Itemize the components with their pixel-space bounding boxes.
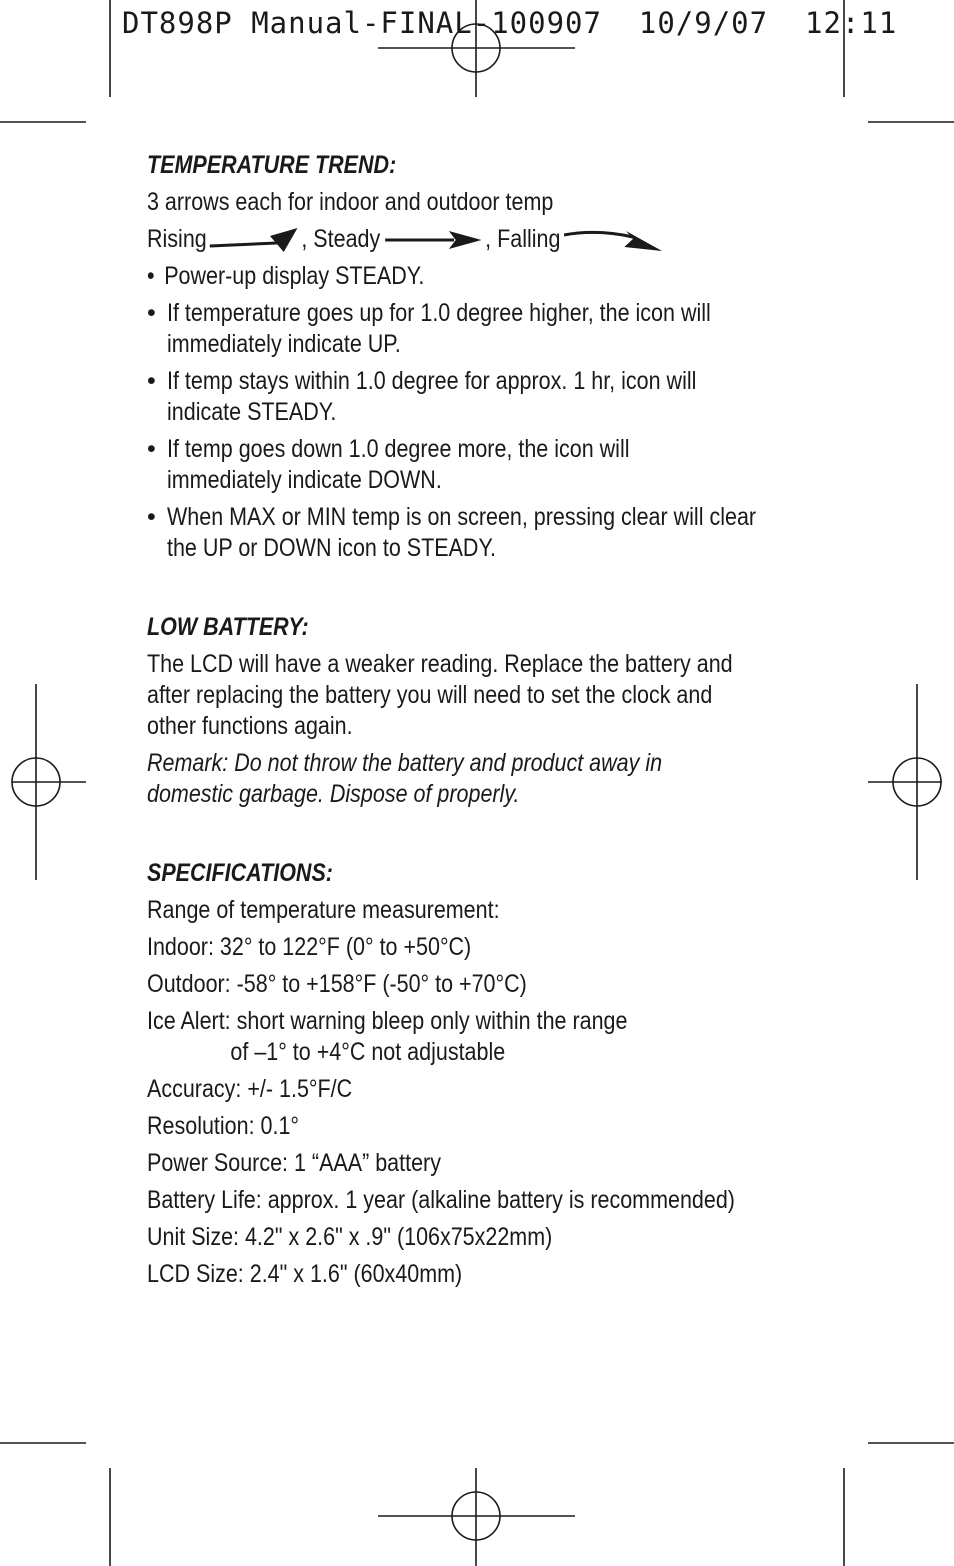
trend-bullet: • If temp goes down 1.0 degree more, the icon will immediately indicate DOWN. bbox=[147, 435, 630, 494]
trend-bullet: • If temperature goes up for 1.0 degree higher, the icon will immediately indicate UP. bbox=[147, 299, 711, 358]
spec-ice-alert-line2: of –1° to +4°C not adjustable bbox=[230, 1038, 506, 1066]
spec-indoor: Indoor: 32° to 122°F (0° to +50°C) bbox=[147, 933, 472, 961]
spec-accuracy: Accuracy: +/- 1.5°F/C bbox=[147, 1075, 353, 1103]
spec-lcd-size: LCD Size: 2.4" x 1.6" (60x40mm) bbox=[147, 1260, 463, 1288]
trend-heading: TEMPERATURE TREND: bbox=[147, 151, 397, 179]
manual-page bbox=[147, 150, 827, 1296]
trend-bullet: • If temp stays within 1.0 degree for approx. 1 hr, icon will indicate STEADY. bbox=[147, 367, 697, 426]
trend-arrows-row bbox=[147, 224, 732, 255]
battery-remark: Remark: Do not throw the battery and product away in domestic garbage. Dispose of properly. bbox=[147, 749, 663, 808]
trend-bullet: • When MAX or MIN temp is on screen, pressing clear will clear the UP or DOWN icon to STEADY. bbox=[147, 503, 757, 562]
steady-arrow-icon bbox=[382, 226, 483, 254]
trend-intro: 3 arrows each for indoor and outdoor temp bbox=[147, 188, 554, 216]
trend-bullet: • Power-up display STEADY. bbox=[147, 262, 425, 290]
rising-arrow-icon bbox=[208, 226, 299, 254]
falling-label: , Falling bbox=[485, 225, 561, 253]
spec-ice-alert bbox=[147, 1006, 827, 1068]
spec-ice-alert-line1: Ice Alert: short warning bleep only within the range bbox=[147, 1007, 628, 1035]
spec-unit-size: Unit Size: 4.2" x 2.6" x .9" (106x75x22mm) bbox=[147, 1223, 553, 1251]
spec-outdoor: Outdoor: -58° to +158°F (-50° to +70°C) bbox=[147, 970, 527, 998]
battery-body: The LCD will have a weaker reading. Replace the battery and after replacing the battery you will need to set the clock and other functions again. bbox=[147, 650, 733, 740]
rising-label: Rising bbox=[147, 225, 207, 253]
spec-battery-life: Battery Life: approx. 1 year (alkaline battery is recommended) bbox=[147, 1186, 735, 1214]
spec-resolution: Resolution: 0.1° bbox=[147, 1112, 300, 1140]
specs-heading: SPECIFICATIONS: bbox=[147, 859, 333, 887]
falling-arrow-icon bbox=[562, 225, 663, 255]
spec-range: Range of temperature measurement: bbox=[147, 896, 500, 924]
steady-label: , Steady bbox=[301, 225, 381, 253]
spec-power: Power Source: 1 “AAA” battery bbox=[147, 1149, 441, 1177]
battery-heading: LOW BATTERY: bbox=[147, 613, 309, 641]
print-slug: DT898P Manual-FINAL-100907 10/9/07 12:11 bbox=[122, 6, 898, 40]
